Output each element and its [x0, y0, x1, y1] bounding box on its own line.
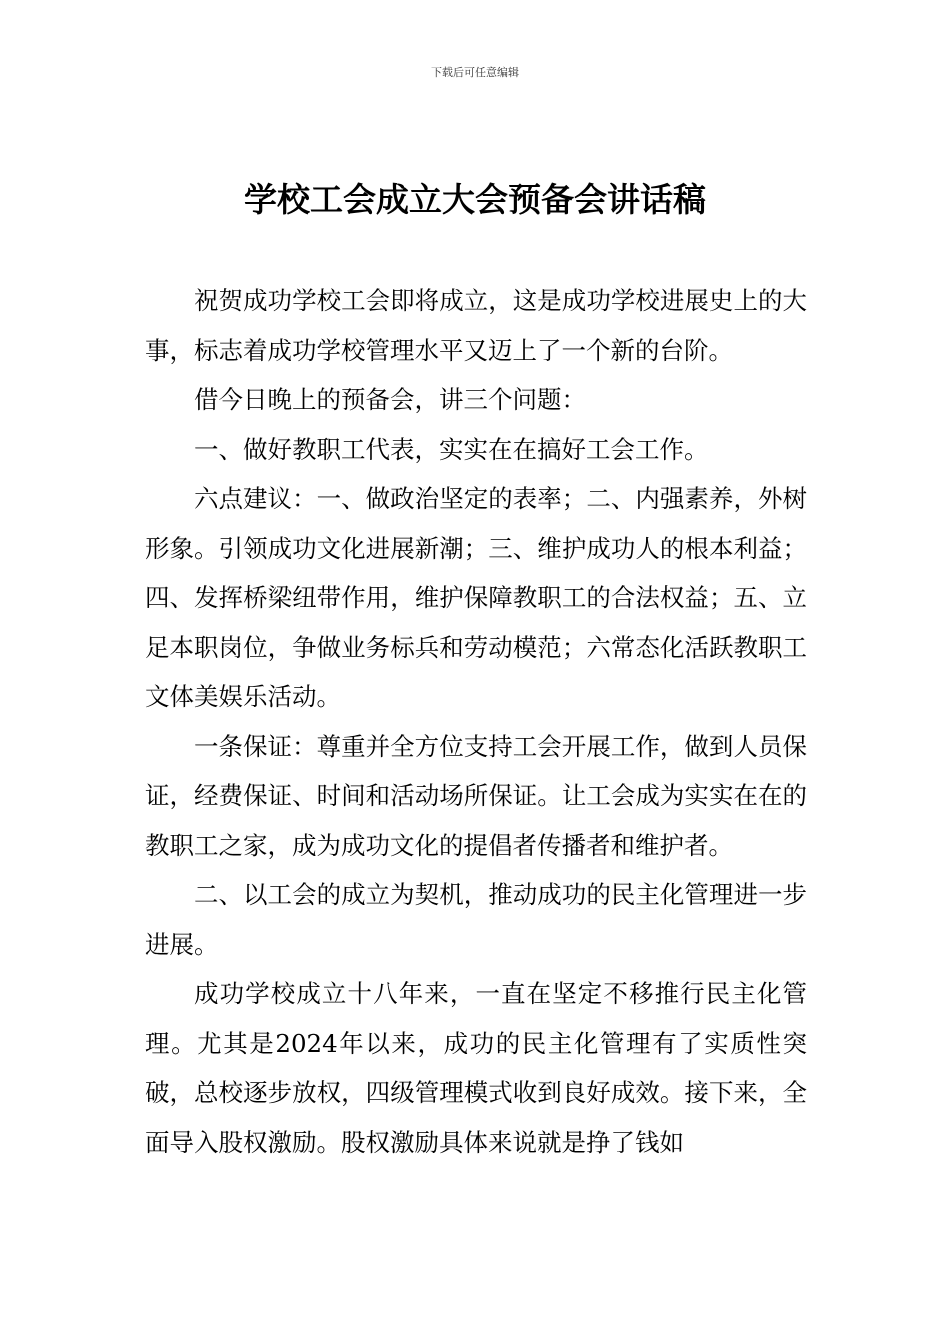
paragraph: 一、做好教职工代表，实实在在搞好工会工作。: [194, 434, 709, 464]
paragraph: 祝贺成功学校工会即将成立，这是成功学校进展史上的大事，标志着成功学校管理水平又迈上了一个新的台阶。: [145, 286, 807, 365]
paragraph: 二、以工会的成立为契机，推动成功的民主化管理进一步进展。: [145, 880, 807, 959]
paragraph: 六点建议：一、做政治坚定的表率；二、内强素养，外树形象。引领成功文化进展新潮；三、维护成功人的根本利益；四、发挥桥梁纽带作用，维护保障教职工的合法权益；五、立足本职岗位，争做业务标兵和劳动模范；六常态化活跃教职工文体美娱乐活动。: [145, 484, 807, 711]
document-title: 学校工会成立大会预备会讲话稿: [244, 180, 706, 219]
paragraph: 一条保证：尊重并全方位支持工会开展工作，做到人员保证，经费保证、时间和活动场所保证。让工会成为实实在在的教职工之家，成为成功文化的提倡者传播者和维护者。: [145, 731, 807, 860]
paragraph: 借今日晚上的预备会，讲三个问题：: [194, 385, 586, 414]
page-header-note: 下载后可任意编辑: [431, 66, 519, 79]
document-body: [145, 276, 807, 1167]
paragraph: 成功学校成立十八年来，一直在坚定不移推行民主化管理。尤其是2024年以来，成功的民主化管理有了实质性突破，总校逐步放权，四级管理模式收到良好成效。接下来，全面导入股权激励。股权激励具体来说就是挣了钱如: [145, 979, 807, 1157]
